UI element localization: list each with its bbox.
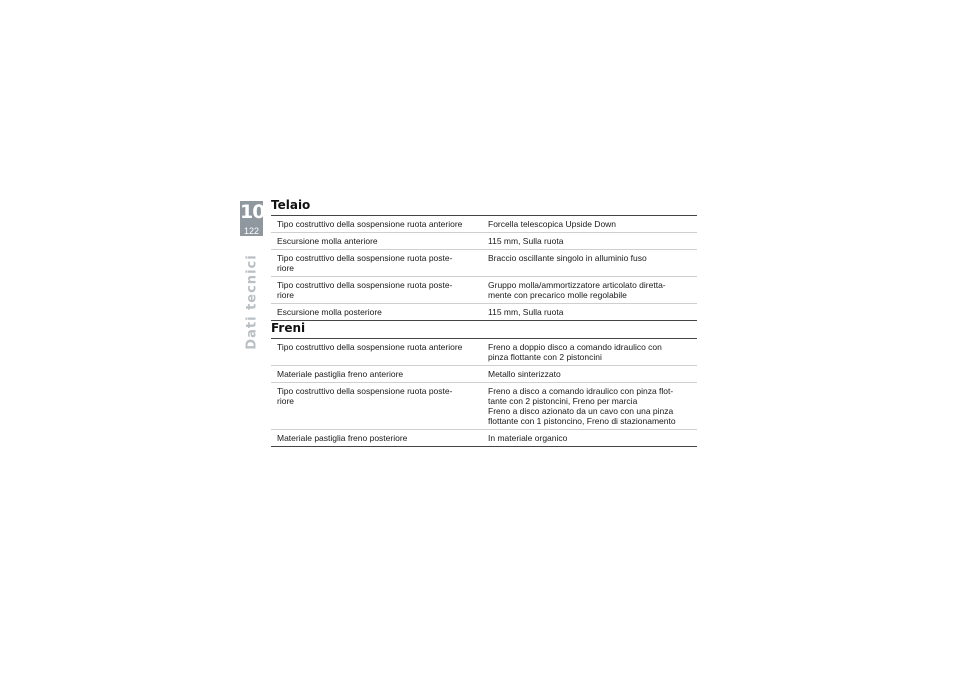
spec-text-line: 115 mm, Sulla ruota (488, 236, 564, 246)
spec-label-cell (271, 277, 482, 304)
spec-label-cell (271, 383, 482, 430)
spec-text-line: flottante con 1 pistoncino, Freno di stazionamento (488, 416, 676, 426)
spec-value-cell (482, 383, 697, 430)
spec-text-line: Tipo costruttivo della sospensione ruota poste- (277, 280, 453, 290)
spec-text-line: tante con 2 pistoncini, Freno per marcia (488, 396, 638, 406)
chapter-number: 10 (240, 201, 265, 223)
spec-table (271, 338, 697, 447)
spec-text-line: Tipo costruttivo della sospensione ruota poste- (277, 253, 453, 263)
spec-text-line: Forcella telescopica Upside Down (488, 219, 617, 229)
table-row (271, 366, 697, 383)
spec-value-cell (482, 430, 697, 447)
spec-value-cell (482, 304, 697, 321)
spec-label-cell (271, 216, 482, 233)
spec-text-line: In materiale organico (488, 433, 568, 443)
spec-value-cell (482, 366, 697, 383)
spec-label-cell (271, 304, 482, 321)
spec-label-cell (271, 430, 482, 447)
spec-text-line: pinza flottante con 2 pistoncini (488, 352, 602, 362)
spec-text-line: Materiale pastiglia freno anteriore (277, 369, 404, 379)
table-row (271, 304, 697, 321)
table-row (271, 430, 697, 447)
spec-value-cell (482, 339, 697, 366)
table-row (271, 233, 697, 250)
spec-label-cell (271, 233, 482, 250)
spec-text-line: Escursione molla anteriore (277, 236, 378, 246)
spec-table (271, 215, 697, 321)
spec-text-line: riore (277, 263, 295, 273)
spec-text-line: Freno a disco a comando idraulico con pinza flot- (488, 386, 674, 396)
spec-value-cell (482, 233, 697, 250)
table-row (271, 250, 697, 277)
spec-text-line: Tipo costruttivo della sospensione ruota anteriore (277, 342, 463, 352)
spec-text-line: Tipo costruttivo della sospensione ruota anteriore (277, 219, 463, 229)
spec-label-cell (271, 339, 482, 366)
page-number: 122 (243, 226, 260, 236)
chapter-tab (240, 201, 263, 236)
spec-text-line: Freno a disco azionato da un cavo con una pinza (488, 406, 674, 416)
chapter-side-title: Dati tecnici (244, 254, 260, 350)
spec-text-line: Freno a doppio disco a comando idraulico con (488, 342, 662, 352)
table-row (271, 339, 697, 366)
table-row (271, 277, 697, 304)
section-title: Telaio (271, 198, 311, 212)
spec-text-line: Tipo costruttivo della sospensione ruota poste- (277, 386, 453, 396)
spec-text-line: Materiale pastiglia freno posteriore (277, 433, 408, 443)
spec-value-cell (482, 277, 697, 304)
table-row (271, 383, 697, 430)
spec-value-cell (482, 250, 697, 277)
table-row (271, 216, 697, 233)
section-freni (271, 320, 697, 447)
spec-text-line: 115 mm, Sulla ruota (488, 307, 564, 317)
spec-text-line: Escursione molla posteriore (277, 307, 382, 317)
spec-text-line: Braccio oscillante singolo in alluminio fuso (488, 253, 647, 263)
spec-text-line: riore (277, 290, 295, 300)
spec-value-cell (482, 216, 697, 233)
section-telaio (271, 197, 697, 321)
section-title: Freni (271, 321, 306, 335)
spec-label-cell (271, 250, 482, 277)
spec-text-line: Gruppo molla/ammortizzatore articolato diretta- (488, 280, 666, 290)
spec-text-line: mente con precarico molle regolabile (488, 290, 627, 300)
spec-text-line: riore (277, 396, 295, 406)
spec-text-line: Metallo sinterizzato (488, 369, 561, 379)
spec-label-cell (271, 366, 482, 383)
